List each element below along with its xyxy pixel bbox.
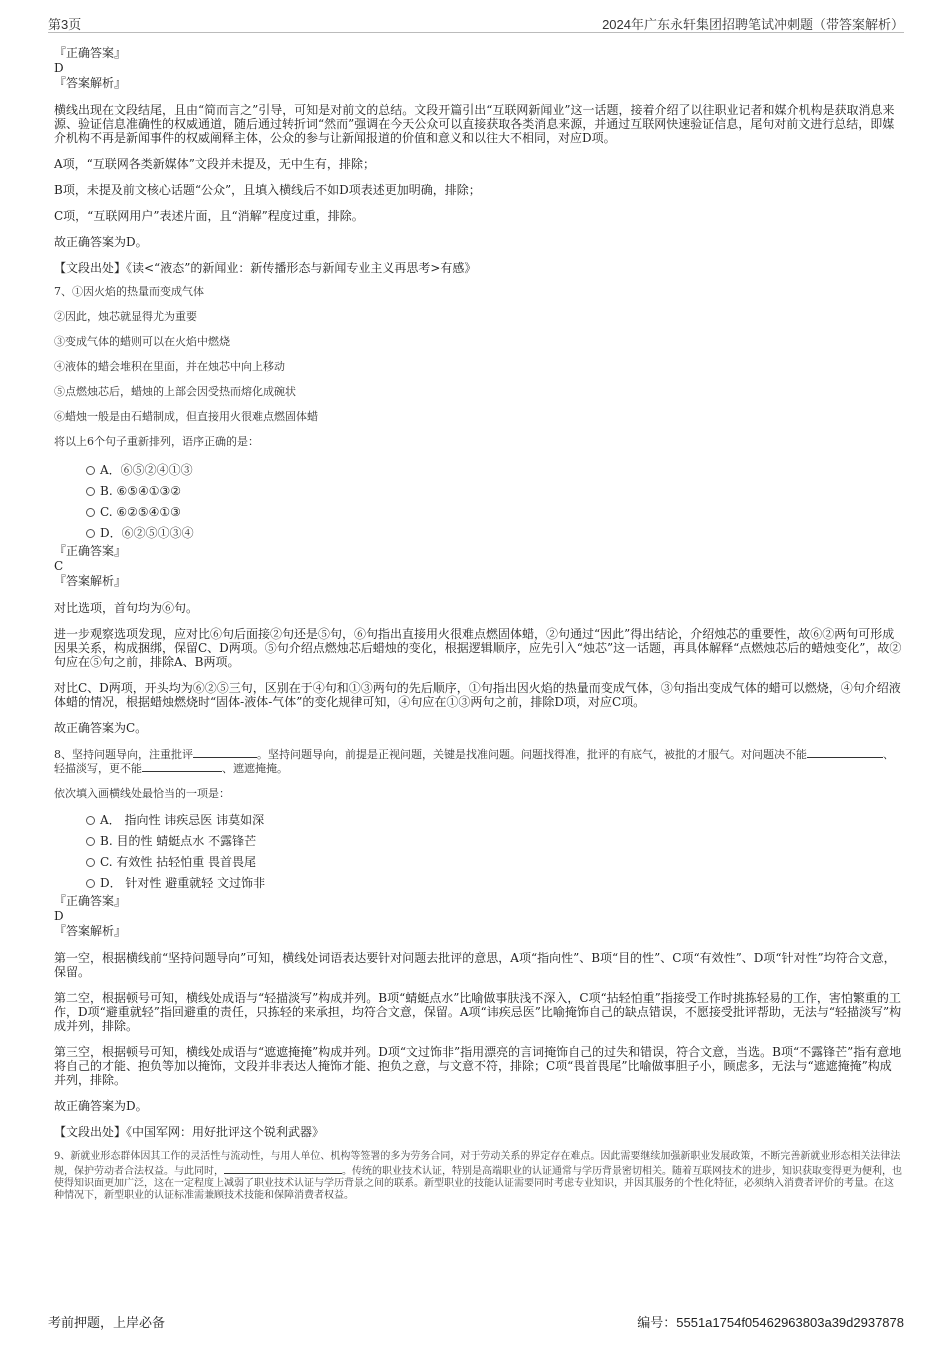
analysis-option-a: A项，“互联网各类新媒体”文段并未提及，无中生有，排除；	[54, 157, 375, 171]
radio-button-icon[interactable]	[86, 837, 95, 846]
option-c[interactable]	[54, 502, 902, 523]
radio-button-icon[interactable]	[86, 858, 95, 867]
analysis-conclusion: 故正确答案为D。	[54, 1099, 148, 1113]
analysis-paragraph: 对比C、D两项，开头均为⑥②⑤三句，区别在于④句和①③两句的先后顺序，①句指出因火焰的热量而变成气体，③句指出变成气体的蜡可以燃烧，④句介绍液体蜡的情况，根据蜡烛燃烧时“固体-液体-气体”的变化规律可知，④句应在①③两句之前，排除D项，对应C项。	[54, 681, 901, 709]
code-value: 5551a1754f05462963803a39d2937878	[676, 1315, 904, 1330]
analysis-option-c: C项，“互联网用户”表述片面，且“消解”程度过重，排除。	[54, 209, 364, 223]
option-a[interactable]	[54, 460, 902, 481]
option-label: A． 指向性 讳疾忌医 讳莫如深	[100, 813, 265, 827]
analysis-label: 『答案解析』	[54, 924, 127, 938]
passage-source: 【文段出处】《读<“液态”的新闻业：新传播形态与新闻专业主义再思考>有感》	[54, 261, 477, 275]
question-prompt: 依次填入画横线处最恰当的一项是：	[54, 787, 230, 800]
option-b[interactable]	[54, 831, 902, 852]
option-label: B. 目的性 蜻蜓点水 不露锋芒	[100, 834, 257, 848]
analysis-paragraph: 第三空，根据顿号可知，横线处成语与“遮遮掩掩”构成并列。D项“文过饰非”指用漂亮的言词掩饰自己的过失和错误，符合文意，当选。B项“不露锋芒”指有意地将自己的才能、抱负等加以掩饰，文段并非表达人掩饰才能、抱负之意，与文意不符，排除；C项“畏首畏尾”比喻做事胆子小，顾虑多，无法与“遮遮掩掩”构成并列，排除。	[54, 1045, 902, 1087]
passage-source: 【文段出处】《中国军网：用好批评这个锐利武器》	[54, 1125, 325, 1139]
analysis-conclusion: 故正确答案为C。	[54, 721, 148, 735]
analysis-label: 『答案解析』	[54, 574, 127, 588]
option-label: C. ⑥②⑤④①③	[100, 505, 181, 519]
question-9-text: 9、新就业形态群体因其工作的灵活性与流动性，与用人单位、机构等签署的多为劳务合同，对于劳动关系的界定存在难点。因此需要继续加强新职业发展政策，不断完善新就业形态相关法律法规，保护劳动者合法权益。与此同时， 。传统的职业技术认证，特别是高端职业的认证通常与学历背景密切相关。随着互联网技术的进步，知识获取变得更为便利，也使得知识面更加广泛，这在一定程度上减弱了职业技术认证与学历背景之间的联系。新型职业的技能认证需要同时考虑专业知识，并因其服务的个性化特征，必须纳入消费者评价的考量。在这种情况下，新型职业的认证标准需兼顾技术技能和保障消费者权益。	[54, 1151, 902, 1201]
analysis-label: 『答案解析』	[54, 76, 127, 90]
question-prompt: 将以上6个句子重新排列，语序正确的是：	[54, 435, 259, 448]
fill-blank	[142, 761, 222, 772]
option-label: D．⑥②⑤①③④	[100, 526, 194, 540]
option-label: D． 针对性 避重就轻 文过饰非	[100, 876, 266, 890]
option-b[interactable]	[54, 481, 902, 502]
fill-blank	[224, 1163, 342, 1174]
correct-answer-value: C	[54, 559, 64, 573]
document-body	[54, 46, 902, 1202]
option-label: C. 有效性 拈轻怕重 畏首畏尾	[100, 855, 257, 869]
analysis-paragraph: 第二空，根据顿号可知，横线处成语与“轻描淡写”构成并列。B项“蜻蜓点水”比喻做事肤浅不深入，C项“拈轻怕重”指接受工作时挑拣轻易的工作，害怕繁重的工作，D项“避重就轻”指回避重的责任，只拣轻的来承担，均符合文意，保留。A项“讳疾忌医”比喻掩饰自己的缺点错误，不愿接受批评帮助，无法与“轻描淡写”构成并列，排除。	[54, 991, 902, 1033]
correct-answer-label: 『正确答案』	[54, 544, 127, 558]
analysis-paragraph: 对比选项，首句均为⑥句。	[54, 601, 199, 615]
analysis-paragraph: 进一步观察选项发现，应对比⑥句后面接②句还是⑤句，⑥句指出直接用火很难点燃固体蜡，②句通过“因此”得出结论，介绍烛芯的重要性，故⑥②两句可形成因果关系，构成捆绑，保留C、D两项。⑤句介绍点燃烛芯后蜡烛的变化，根据逻辑顺序，应先引入“烛芯”这一话题，再具体解释“点燃烛芯后的蜡烛变化”，故②句应在⑤句之前，排除A、B两项。	[54, 627, 902, 669]
radio-button-icon[interactable]	[86, 879, 95, 888]
sentence-item: ④液体的蜡会堆积在里面，并在烛芯中向上移动	[54, 360, 285, 373]
sentence-item: ⑤点燃烛芯后，蜡烛的上部会因受热而熔化成碗状	[54, 385, 296, 398]
question-7-title: 7、①因火焰的热量而变成气体	[54, 285, 204, 298]
analysis-option-b: B项，未提及前文核心话题“公众”，且填入横线后不如D项表述更加明确，排除；	[54, 183, 481, 197]
radio-button-icon[interactable]	[86, 466, 95, 475]
option-d[interactable]	[54, 873, 902, 894]
option-label: B. ⑥⑤④①③②	[100, 484, 181, 498]
question-8-text: 8、坚持问题导向，注重批评 。坚持问题导向，前提是正视问题，关键是找准问题。问题找得准，批评的有底气，被批的才服气。对问题决不能 、 轻描淡写，更不能 、遮遮掩掩。	[54, 748, 894, 775]
footer-slogan: 考前押题，上岸必备	[48, 1316, 166, 1331]
sentence-item: ⑥蜡烛一般是由石蜡制成，但直接用火很难点燃固体蜡	[54, 410, 318, 423]
correct-answer-value: D	[54, 909, 64, 923]
analysis-paragraph: 第一空，根据横线前“坚持问题导向”可知，横线处词语表达要针对问题去批评的意思，A项“指向性”、B项“目的性”、C项“有效性”、D项“针对性”均符合文意，保留。	[54, 951, 896, 979]
correct-answer-label: 『正确答案』	[54, 894, 127, 908]
correct-answer-label: 『正确答案』	[54, 46, 127, 60]
page-number: 第3页	[48, 17, 82, 32]
option-a[interactable]	[54, 810, 902, 831]
sentence-item: ③变成气体的蜡则可以在火焰中燃烧	[54, 335, 230, 348]
option-d[interactable]	[54, 523, 902, 544]
analysis-paragraph: 横线出现在文段结尾，且由“简而言之”引导，可知是对前文的总结。文段开篇引出“互联网新闻业”这一话题，接着介绍了以往职业记者和媒介机构是获取消息来源、验证信息准确性的权威通道，随后通过转折词“然而”强调在今天公众可以直接获取各类消息来源，并通过互联网快速验证信息，尾句对前文进行总结，即媒介机构不再是新闻事件的权威阐释主体，公众的参与让新闻报道的价值和意义和以往大不相同，对应D项。	[54, 103, 895, 145]
correct-answer-value: D	[54, 61, 64, 75]
fill-blank	[193, 747, 257, 758]
fill-blank	[807, 747, 883, 758]
radio-button-icon[interactable]	[86, 508, 95, 517]
code-label: 编号：	[637, 1315, 677, 1330]
radio-button-icon[interactable]	[86, 816, 95, 825]
option-c[interactable]	[54, 852, 902, 873]
radio-button-icon[interactable]	[86, 487, 95, 496]
option-label: A．⑥⑤②④①③	[100, 463, 193, 477]
document-title: 2024年广东永轩集团招聘笔试冲刺题（带答案解析）	[602, 17, 904, 32]
sentence-item: ②因此，烛芯就显得尤为重要	[54, 310, 197, 323]
page-header	[48, 12, 904, 33]
document-code	[637, 1312, 904, 1331]
radio-button-icon[interactable]	[86, 529, 95, 538]
analysis-conclusion: 故正确答案为D。	[54, 235, 148, 249]
